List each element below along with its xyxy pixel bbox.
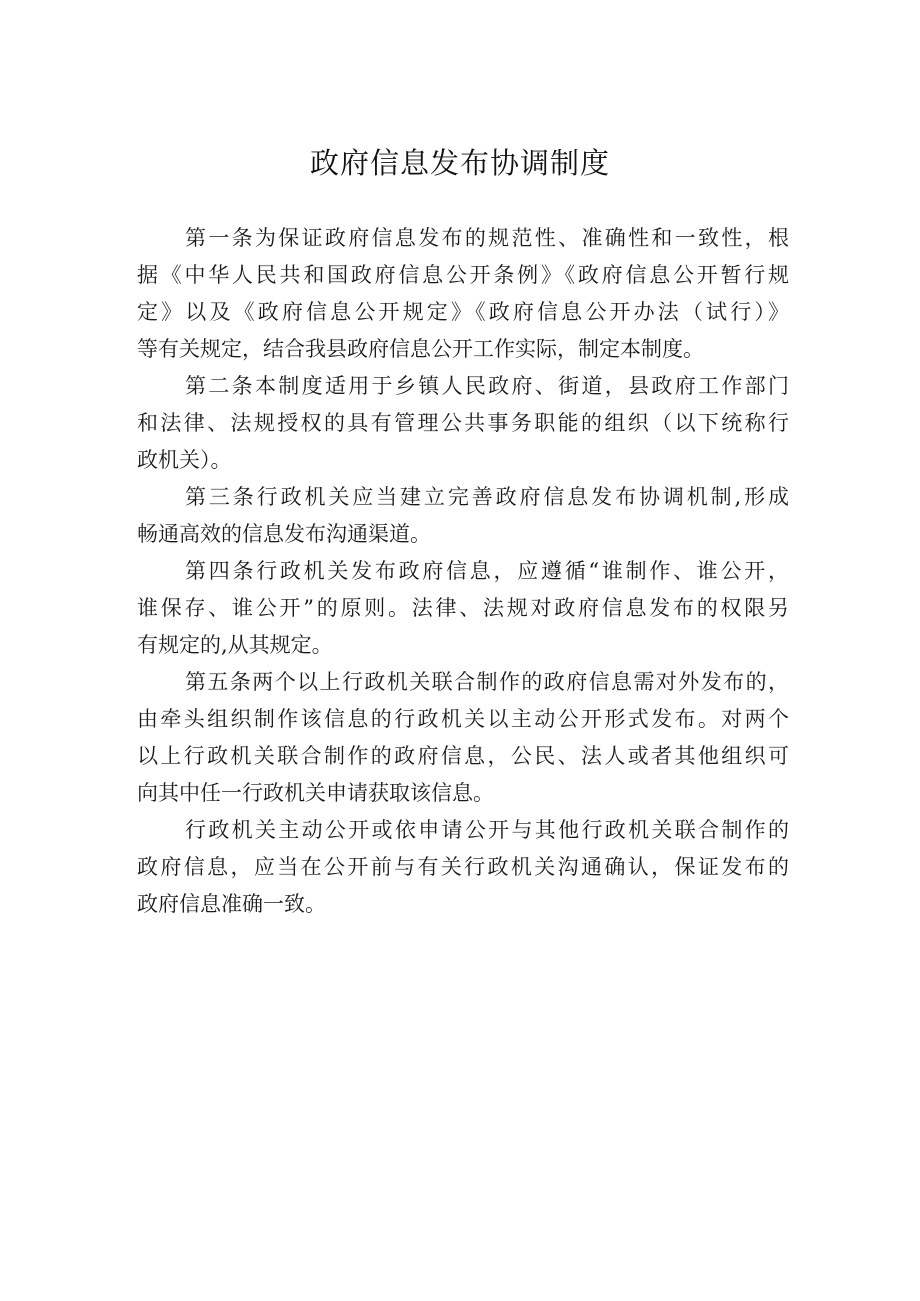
text-line: 第一条为保证政府信息发布的规范性、准确性和一致性，根: [185, 226, 789, 250]
text-line: 由牵头组织制作该信息的行政机关以主动公开形式发布。对两个: [137, 707, 789, 731]
text-line: 据《中华人民共和国政府信息公开条例》《政府信息公开暂行规: [137, 263, 789, 287]
document-title: 政府信息发布协调制度: [309, 146, 610, 180]
text-line: 谁保存、谁公开”的原则。法律、法规对政府信息发布的权限另: [137, 596, 789, 620]
text-line: 第二条本制度适用于乡镇人民政府、街道，县政府工作部门: [185, 374, 789, 398]
paragraph-article-4: [137, 553, 789, 664]
text-line: 和法律、法规授权的具有管理公共事务职能的组织（以下统称行: [137, 411, 789, 435]
text-line: 第四条行政机关发布政府信息，应遵循“谁制作、谁公开，: [185, 559, 789, 583]
paragraph-article-3: [137, 479, 789, 553]
text-line: 等有关规定，结合我县政府信息公开工作实际，制定本制度。: [137, 337, 704, 361]
text-line: 政机关）。: [137, 448, 232, 472]
text-line: 以上行政机关联合制作的政府信息，公民、法人或者其他组织可: [137, 744, 789, 768]
text-line: 第三条行政机关应当建立完善政府信息发布协调机制,形成: [185, 485, 789, 509]
text-line: 定》以及《政府信息公开规定》《政府信息公开办法（试行）》: [137, 300, 789, 324]
text-line: 政府信息准确一致。: [137, 892, 326, 916]
document-body: [137, 220, 789, 923]
text-line: 第五条两个以上行政机关联合制作的政府信息需对外发布的，: [185, 670, 789, 694]
text-line: 畅通高效的信息发布沟通渠道。: [137, 522, 431, 546]
text-line: 有规定的,从其规定。: [137, 633, 333, 657]
text-line: 向其中任一行政机关申请获取该信息。: [137, 781, 494, 805]
paragraph-article-5-clause-2: [137, 812, 789, 923]
paragraph-article-5: [137, 664, 789, 812]
paragraph-article-2: [137, 368, 789, 479]
text-line: 政府信息，应当在公开前与有关行政机关沟通确认，保证发布的: [137, 855, 789, 879]
text-line: 行政机关主动公开或依申请公开与其他行政机关联合制作的: [185, 818, 789, 842]
paragraph-article-1: [137, 220, 789, 368]
